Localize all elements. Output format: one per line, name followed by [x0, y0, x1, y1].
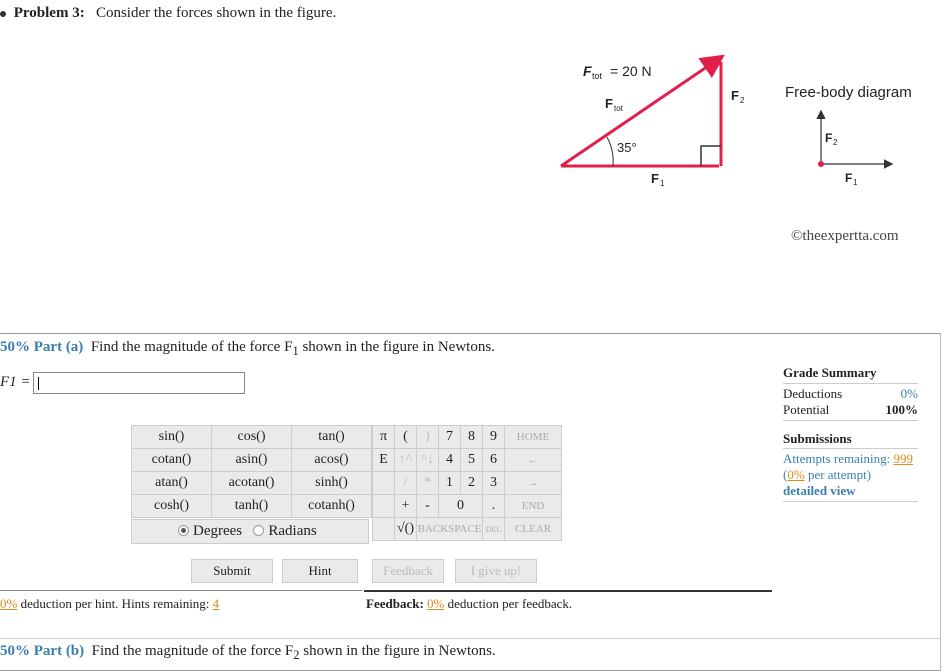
svg-text:tot: tot [592, 71, 603, 81]
svg-text:1: 1 [853, 178, 858, 187]
svg-text:F: F [651, 171, 659, 186]
feedback-info: Feedback: 0% deduction per feedback. [366, 596, 573, 611]
svg-text:F: F [583, 63, 592, 79]
key-4[interactable]: 4 [439, 449, 461, 472]
key-home[interactable]: HOME [505, 426, 562, 449]
grade-summary: Grade Summary Deductions 0% Potential 100% Submissions Attempts remaining: 999 (0% per attempt) detailed view [783, 365, 918, 508]
key-plus[interactable]: + [395, 495, 417, 518]
svg-text:F: F [731, 88, 739, 103]
problem-number: Problem 3: [13, 5, 85, 21]
hint-button[interactable]: Hint [282, 559, 358, 583]
key-end[interactable]: END [505, 495, 562, 518]
key-asin[interactable]: asin() [212, 449, 292, 472]
key-right[interactable]: → [505, 472, 562, 495]
key-rparen[interactable]: ) [417, 426, 439, 449]
key-acos[interactable]: acos() [292, 449, 372, 472]
part-b-divider [0, 638, 941, 639]
hints-remaining: 4 [212, 596, 220, 611]
numeric-keypad [372, 425, 562, 541]
key-2[interactable]: 2 [461, 472, 483, 495]
svg-text:F: F [825, 131, 833, 145]
problem-statement: Consider the forces shown in the figure. [95, 5, 337, 21]
key-9[interactable]: 9 [483, 426, 505, 449]
svg-text:2: 2 [833, 138, 838, 147]
bullet-icon [0, 11, 6, 17]
angle-mode: Degrees Radians [131, 519, 369, 544]
key-star[interactable]: * [417, 472, 439, 495]
answer-input[interactable] [33, 372, 245, 394]
key-up1[interactable]: ↑^ [395, 449, 417, 472]
key-sin[interactable]: sin() [132, 426, 212, 449]
key-cos[interactable]: cos() [212, 426, 292, 449]
feedback-divider [364, 590, 772, 592]
key-7[interactable]: 7 [439, 426, 461, 449]
svg-text:tot: tot [614, 104, 623, 113]
svg-text:F: F [605, 96, 613, 111]
force-figure [555, 48, 925, 248]
key-del[interactable]: DEL [483, 518, 505, 541]
give-up-button[interactable]: I give up! [455, 559, 537, 583]
hints-info: 0% deduction per hint. Hints remaining: 4 [0, 596, 220, 611]
copyright-text: ©theexpertta.com [791, 228, 899, 244]
key-1[interactable]: 1 [439, 472, 461, 495]
svg-text:F: F [845, 171, 853, 185]
right-angle-mark [701, 146, 721, 166]
deductions-value: 0% [900, 386, 918, 401]
key-6[interactable]: 6 [483, 449, 505, 472]
key-e[interactable]: E [373, 449, 395, 472]
key-cotan[interactable]: cotan() [132, 449, 212, 472]
submit-button[interactable]: Submit [191, 559, 273, 583]
key-3[interactable]: 3 [483, 472, 505, 495]
key-dot[interactable]: . [483, 495, 505, 518]
key-sqrt[interactable]: √() [395, 518, 417, 541]
answer-label: F1 = [0, 374, 31, 390]
key-atan[interactable]: atan() [132, 472, 212, 495]
key-backspace[interactable]: BACKSPACE [417, 518, 483, 541]
radians-radio[interactable] [253, 525, 264, 536]
key-tanh[interactable]: tanh() [212, 495, 292, 518]
degrees-radio[interactable] [178, 525, 189, 536]
key-0[interactable]: 0 [439, 495, 483, 518]
key-cosh[interactable]: cosh() [132, 495, 212, 518]
key-empty-3 [373, 518, 395, 541]
function-keypad [131, 425, 372, 518]
key-clear[interactable]: CLEAR [505, 518, 562, 541]
key-5[interactable]: 5 [461, 449, 483, 472]
svg-text:2: 2 [740, 96, 745, 105]
part-a-percent: 50% Part (a) [0, 339, 84, 355]
fbd-point [818, 161, 824, 167]
submissions-title: Submissions [783, 431, 852, 446]
key-tan[interactable]: tan() [292, 426, 372, 449]
key-lparen[interactable]: ( [395, 426, 417, 449]
svg-text:1: 1 [660, 179, 665, 188]
problem-header [0, 5, 336, 22]
key-cotanh[interactable]: cotanh() [292, 495, 372, 518]
key-up2[interactable]: ^↓ [417, 449, 439, 472]
angle-label: 35° [617, 140, 637, 155]
detailed-view-link[interactable]: detailed view [783, 483, 856, 498]
attempts-remaining: 999 [893, 451, 913, 466]
fbd-title: Free-body diagram [785, 84, 912, 101]
hint-divider [0, 590, 362, 591]
key-sinh[interactable]: sinh() [292, 472, 372, 495]
ftot-magnitude: = 20 N [610, 63, 652, 79]
feedback-button[interactable]: Feedback [372, 559, 444, 583]
key-slash[interactable]: / [395, 472, 417, 495]
part-a-title: 50% Part (a) Find the magnitude of the force $F_1$ shown in the figure in Newtons. [0, 339, 495, 358]
key-pi[interactable]: π [373, 426, 395, 449]
force-diagram [555, 48, 925, 248]
key-minus[interactable]: - [417, 495, 439, 518]
key-left[interactable]: ← [505, 449, 562, 472]
part-b-percent: 50% Part (b) [0, 643, 85, 659]
key-acotan[interactable]: acotan() [212, 472, 292, 495]
grade-title: Grade Summary [783, 365, 877, 380]
potential-value: 100% [885, 402, 918, 417]
part-b-title: 50% Part (b) Find the magnitude of the force $F_2$ shown in the figure in Newtons. [0, 643, 496, 662]
key-empty-1 [373, 472, 395, 495]
angle-arc [607, 137, 613, 166]
key-empty-2 [373, 495, 395, 518]
key-8[interactable]: 8 [461, 426, 483, 449]
